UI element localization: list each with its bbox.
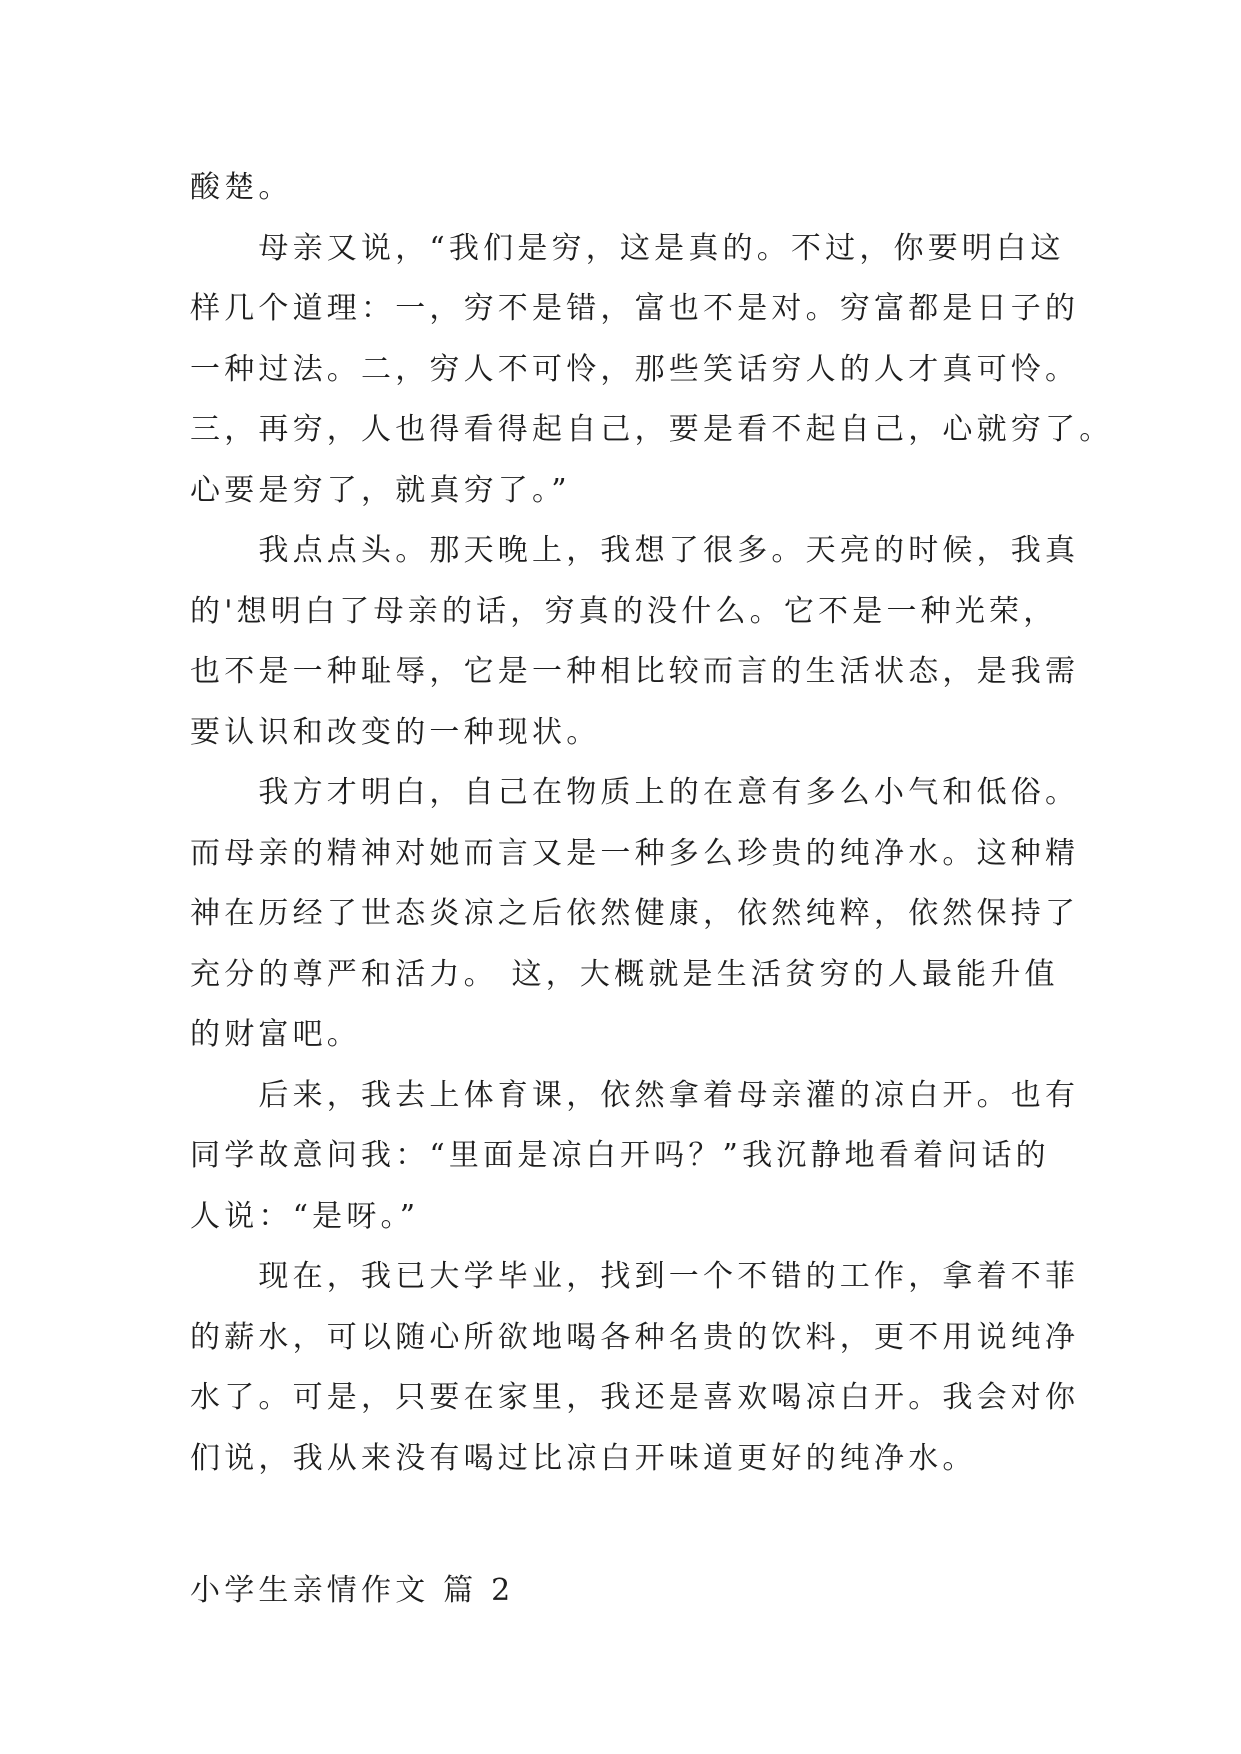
text-line: 水了。可是，只要在家里，我还是喜欢喝凉白开。我会对你 <box>190 1380 1080 1415</box>
text-line: 的薪水，可以随心所欲地喝各种名贵的饮料，更不用说纯净 <box>190 1319 1080 1355</box>
text-line: 母亲又说，“我们是穷，这是真的。不过，你要明白这 <box>190 230 1065 266</box>
section-heading: 小学生亲情作文 篇 2 <box>190 1573 515 1608</box>
text-line: 心要是穷了，就真穷了。” <box>190 472 571 508</box>
section-gap <box>190 1489 1060 1561</box>
text-line: 们说，我从来没有喝过比凉白开味道更好的纯净水。 <box>190 1440 977 1476</box>
essay-body <box>190 158 1114 1622</box>
text-line: 一种过法。二，穷人不可怜，那些笑话穷人的人才真可怜。 <box>190 351 1080 387</box>
text-line: 我方才明白，自己在物质上的在意有多么小气和低俗。 <box>190 775 1080 810</box>
text-line: 而母亲的精神对她而言又是一种多么珍贵的纯净水。这种精 <box>190 835 1080 871</box>
text-line: 后来，我去上体育课，依然拿着母亲灌的凉白开。也有 <box>190 1077 1080 1113</box>
text-line: 要认识和改变的一种现状。 <box>190 714 601 750</box>
text-line: 的'想明白了母亲的话，穷真的没什么。它不是一种光荣， <box>190 593 1058 629</box>
text-line: 神在历经了世态炎凉之后依然健康，依然纯粹，依然保持了 <box>190 896 1080 931</box>
text-line: 的财富吧。 <box>190 1017 361 1052</box>
text-line: 我点点头。那天晚上，我想了很多。天亮的时候，我真 <box>190 533 1080 568</box>
text-line: 酸楚。 <box>190 170 293 205</box>
text-line: 样几个道理：一，穷不是错，富也不是对。穷富都是日子的 <box>190 291 1080 326</box>
text-line: 现在，我已大学毕业，找到一个不错的工作，拿着不菲 <box>190 1259 1080 1294</box>
text-line: 三，再穷，人也得看得起自己，要是看不起自己，心就穷了。 <box>190 412 1114 447</box>
text-line: 人说：“是呀。” <box>190 1198 420 1234</box>
text-line: 也不是一种耻辱，它是一种相比较而言的生活状态，是我需 <box>190 654 1080 689</box>
text-line: 充分的尊严和活力。 这，大概就是生活贫穷的人最能升值 <box>190 956 1059 992</box>
text-line: 同学故意问我：“里面是凉白开吗？”我沉静地看着问话的 <box>190 1138 1050 1173</box>
